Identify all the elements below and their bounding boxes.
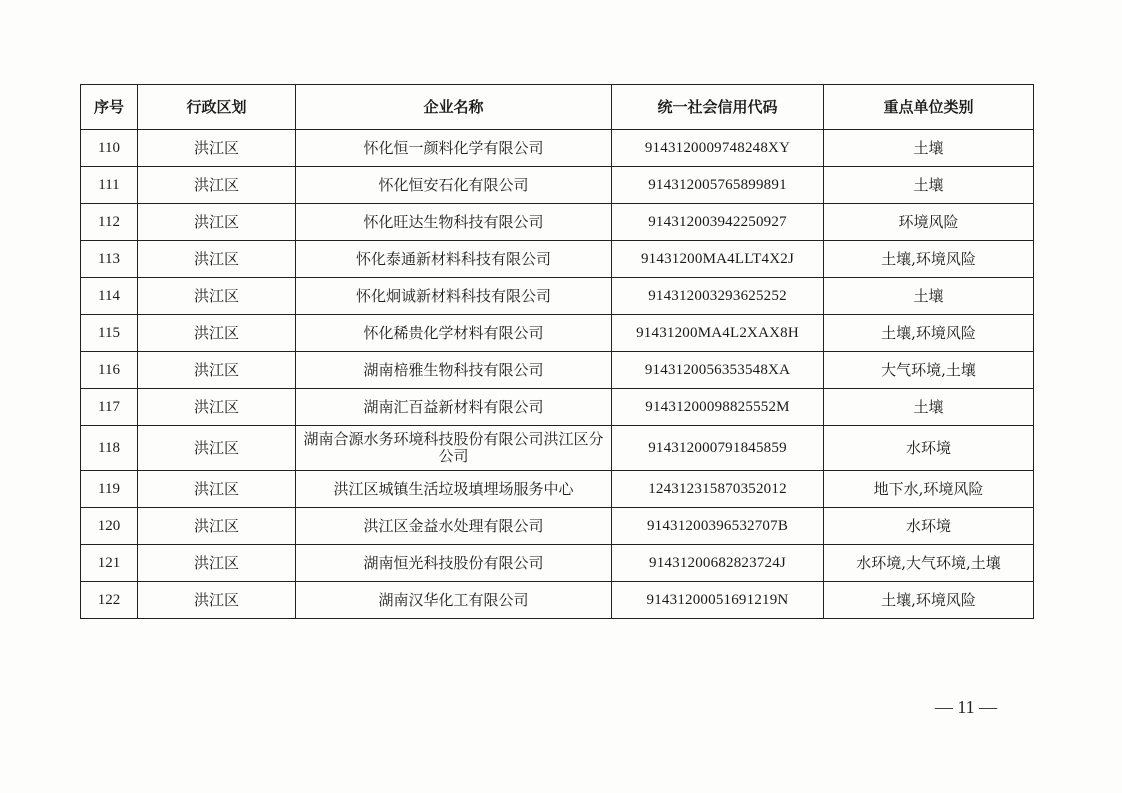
row-index: 118 [81, 426, 138, 471]
page-number: — 11 — [934, 697, 998, 717]
row-district: 洪江区 [138, 471, 296, 508]
row-category: 土壤,环境风险 [824, 315, 1034, 352]
row-category: 大气环境,土壤 [824, 352, 1034, 389]
row-credit-code: 91431200396532707B [612, 508, 824, 545]
row-index: 120 [81, 508, 138, 545]
row-district: 洪江区 [138, 545, 296, 582]
row-credit-code: 91431200MA4L2XAX8H [612, 315, 824, 352]
row-category: 土壤 [824, 130, 1034, 167]
table-row [81, 352, 1034, 389]
header-district: 行政区划 [138, 85, 296, 130]
table-row [81, 545, 1034, 582]
row-company: 怀化稀贵化学材料有限公司 [296, 315, 612, 352]
row-category: 水环境 [824, 426, 1034, 471]
row-district: 洪江区 [138, 241, 296, 278]
row-credit-code: 91431200682823724J [612, 545, 824, 582]
table-row [81, 426, 1034, 471]
row-district: 洪江区 [138, 315, 296, 352]
row-category: 土壤,环境风险 [824, 241, 1034, 278]
row-company: 怀化泰通新材料科技有限公司 [296, 241, 612, 278]
row-credit-code: 91431200098825552M [612, 389, 824, 426]
row-index: 117 [81, 389, 138, 426]
row-company: 怀化恒一颜料化学有限公司 [296, 130, 612, 167]
row-district: 洪江区 [138, 389, 296, 426]
row-index: 116 [81, 352, 138, 389]
row-credit-code: 91431200051691219N [612, 582, 824, 619]
row-company: 湖南恒光科技股份有限公司 [296, 545, 612, 582]
row-index: 111 [81, 167, 138, 204]
row-index: 115 [81, 315, 138, 352]
row-company: 怀化恒安石化有限公司 [296, 167, 612, 204]
row-company: 洪江区金益水处理有限公司 [296, 508, 612, 545]
table-header-row [81, 85, 1034, 130]
table-row [81, 471, 1034, 508]
row-category: 土壤 [824, 389, 1034, 426]
row-district: 洪江区 [138, 508, 296, 545]
row-district: 洪江区 [138, 426, 296, 471]
header-company: 企业名称 [296, 85, 612, 130]
row-index: 112 [81, 204, 138, 241]
row-company: 洪江区城镇生活垃圾填埋场服务中心 [296, 471, 612, 508]
row-index: 113 [81, 241, 138, 278]
table-row [81, 130, 1034, 167]
row-category: 水环境,大气环境,土壤 [824, 545, 1034, 582]
row-company: 湖南合源水务环境科技股份有限公司洪江区分公司 [296, 426, 612, 471]
row-credit-code: 9143120009748248XY [612, 130, 824, 167]
row-district: 洪江区 [138, 352, 296, 389]
row-credit-code: 9143120056353548XA [612, 352, 824, 389]
row-company: 湖南汉华化工有限公司 [296, 582, 612, 619]
row-category: 水环境 [824, 508, 1034, 545]
row-credit-code: 91431200MA4LLT4X2J [612, 241, 824, 278]
row-category: 土壤,环境风险 [824, 582, 1034, 619]
row-company: 湖南棓雅生物科技有限公司 [296, 352, 612, 389]
row-index: 114 [81, 278, 138, 315]
row-district: 洪江区 [138, 167, 296, 204]
table-row [81, 315, 1034, 352]
header-index: 序号 [81, 85, 138, 130]
row-district: 洪江区 [138, 582, 296, 619]
table-row [81, 508, 1034, 545]
header-credit-code: 统一社会信用代码 [612, 85, 824, 130]
table-row [81, 167, 1034, 204]
table-row [81, 389, 1034, 426]
table-row [81, 582, 1034, 619]
table-row [81, 204, 1034, 241]
row-company: 怀化旺达生物科技有限公司 [296, 204, 612, 241]
row-company: 怀化炯诚新材料科技有限公司 [296, 278, 612, 315]
row-index: 110 [81, 130, 138, 167]
row-district: 洪江区 [138, 130, 296, 167]
row-credit-code: 914312003293625252 [612, 278, 824, 315]
row-category: 环境风险 [824, 204, 1034, 241]
row-district: 洪江区 [138, 278, 296, 315]
row-credit-code: 914312003942250927 [612, 204, 824, 241]
row-credit-code: 914312005765899891 [612, 167, 824, 204]
key-units-table [80, 84, 1034, 619]
header-category: 重点单位类别 [824, 85, 1034, 130]
table-row [81, 278, 1034, 315]
row-credit-code: 124312315870352012 [612, 471, 824, 508]
row-category: 地下水,环境风险 [824, 471, 1034, 508]
row-category: 土壤 [824, 167, 1034, 204]
row-index: 119 [81, 471, 138, 508]
row-index: 121 [81, 545, 138, 582]
row-index: 122 [81, 582, 138, 619]
row-credit-code: 914312000791845859 [612, 426, 824, 471]
row-district: 洪江区 [138, 204, 296, 241]
row-category: 土壤 [824, 278, 1034, 315]
table-row [81, 241, 1034, 278]
row-company: 湖南汇百益新材料有限公司 [296, 389, 612, 426]
